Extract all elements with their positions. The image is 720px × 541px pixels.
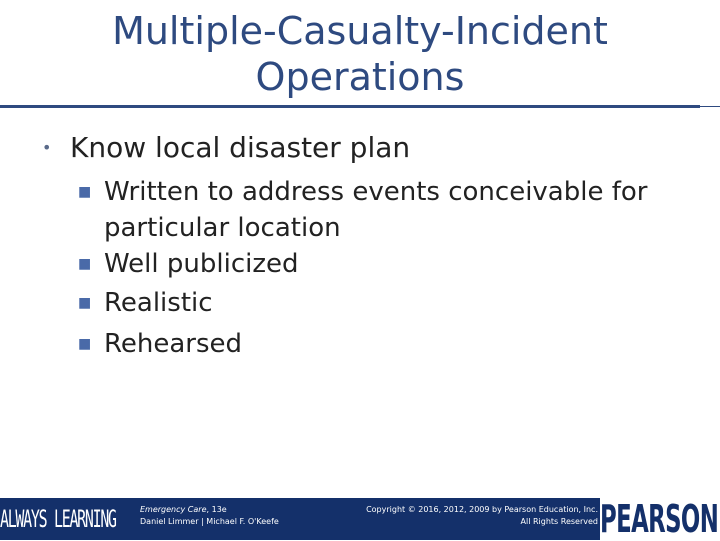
round-bullet-icon: • [42, 138, 52, 157]
square-bullet-icon: ■ [78, 184, 92, 200]
title-divider-end [696, 106, 720, 107]
footer-bar [0, 498, 720, 540]
square-bullet-icon: ■ [78, 256, 92, 272]
slide-title-line1: Multiple-Casualty-Incident [112, 9, 608, 53]
book-authors: Daniel Limmer | Michael F. O'Keefe [140, 517, 279, 526]
bullet-level2-text: Rehearsed [104, 329, 243, 359]
copyright-line2: All Rights Reserved [520, 517, 598, 526]
always-learning-logo: ALWAYS LEARNING [0, 505, 116, 533]
copyright-notice [366, 504, 598, 528]
slide-title [0, 8, 720, 100]
copyright-line1: Copyright © 2016, 2012, 2009 by Pearson Education, Inc. [366, 505, 598, 514]
book-title: Emergency Care [140, 505, 207, 514]
book-citation [140, 504, 279, 528]
square-bullet-icon: ■ [78, 295, 92, 311]
bullet-level2-text: Written to address events conceivable for particular location [104, 177, 648, 243]
pearson-logo-box [600, 498, 720, 540]
title-divider [0, 105, 700, 108]
bullet-level2-text: Well publicized [104, 249, 299, 279]
book-edition: , 13e [206, 505, 227, 514]
bullet-level1-text: Know local disaster plan [70, 131, 411, 164]
square-bullet-icon: ■ [78, 336, 92, 352]
slide-title-line2: Operations [255, 55, 465, 99]
bullet-level2-text: Realistic [104, 288, 213, 318]
pearson-logo: PEARSON [600, 497, 719, 541]
